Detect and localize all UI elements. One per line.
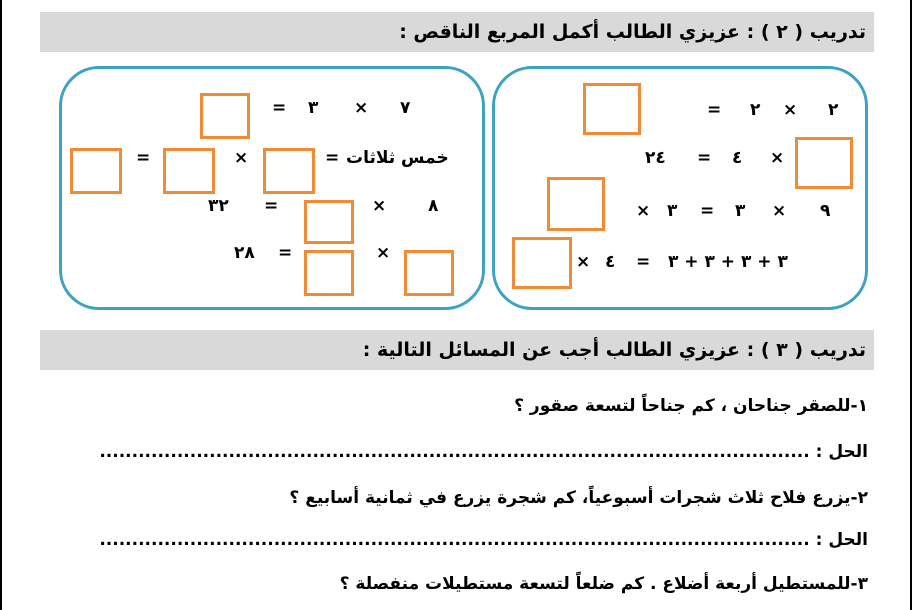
number: ٤ (732, 148, 743, 168)
answer-box[interactable] (547, 177, 605, 231)
multiply-sign: × (354, 98, 369, 118)
number: ٨ (428, 196, 439, 216)
addition-expression: ٣ + ٣ + ٣ + ٣ (668, 252, 788, 272)
equals-sign: = (325, 148, 340, 168)
exercise-3-header (40, 330, 874, 370)
five-threes-label: خمس ثلاثات (346, 148, 449, 168)
equals-sign: = (278, 243, 293, 263)
equals-sign: = (136, 148, 151, 168)
answer-box[interactable] (70, 148, 122, 194)
answer-box[interactable] (583, 83, 641, 135)
number: ٩ (820, 201, 831, 221)
multiply-sign: × (772, 201, 787, 221)
equals-sign: = (697, 148, 712, 168)
multiply-sign: × (770, 148, 785, 168)
result-number: ٣٢ (208, 196, 229, 216)
answer-box[interactable] (512, 237, 572, 289)
multiply-sign: × (576, 252, 591, 272)
equals-sign: = (272, 98, 287, 118)
multiply-sign: × (376, 243, 391, 263)
equals-sign: = (707, 100, 722, 120)
answer-box[interactable] (404, 250, 454, 296)
answer-box[interactable] (795, 137, 853, 189)
answer-line-1[interactable]: الحل : .............................................................................................................. (99, 442, 868, 462)
page-right-edge (910, 0, 912, 610)
equals-sign: = (700, 201, 715, 221)
multiply-sign: × (372, 196, 387, 216)
exercise-3-title: تدريب ( ٣ ) : عزيزي الطالب أجب عن المسائل التالية : (362, 339, 866, 361)
result-number: ٢٤ (645, 148, 666, 168)
multiply-sign: × (783, 100, 798, 120)
answer-box[interactable] (304, 250, 354, 296)
page-left-edge (0, 0, 2, 610)
result-number: ٢٨ (234, 243, 255, 263)
number: ٣ (308, 98, 319, 118)
multiply-sign: × (234, 148, 249, 168)
question-2: ٢-يزرع فلاح ثلاث شجرات أسبوعياً، كم شجرة يزرع في ثمانية أسابيع ؟ (289, 488, 868, 508)
question-1: ١-للصقر جناحان ، كم جناحاً لتسعة صقور ؟ (514, 396, 868, 416)
multiply-sign: × (636, 201, 651, 221)
number: ٤ (605, 252, 616, 272)
question-3: ٣-للمستطيل أربعة أضلاع . كم ضلعاً لتسعة مستطيلات منفصلة ؟ (339, 574, 868, 594)
answer-box[interactable] (163, 148, 215, 194)
equals-sign: = (264, 196, 279, 216)
answer-box[interactable] (200, 93, 250, 139)
number: ٢ (828, 100, 839, 120)
number: ٧ (400, 98, 411, 118)
answer-line-2[interactable]: الحل : .............................................................................................................. (99, 530, 868, 550)
exercise-2-header (40, 12, 874, 52)
equals-sign: = (636, 252, 651, 272)
number: ٣ (667, 201, 678, 221)
answer-box[interactable] (263, 148, 315, 194)
answer-box[interactable] (304, 200, 354, 244)
number: ٢ (750, 100, 761, 120)
number: ٣ (735, 201, 746, 221)
exercise-2-title: تدريب ( ٢ ) : عزيزي الطالب أكمل المربع الناقص : (399, 21, 866, 43)
